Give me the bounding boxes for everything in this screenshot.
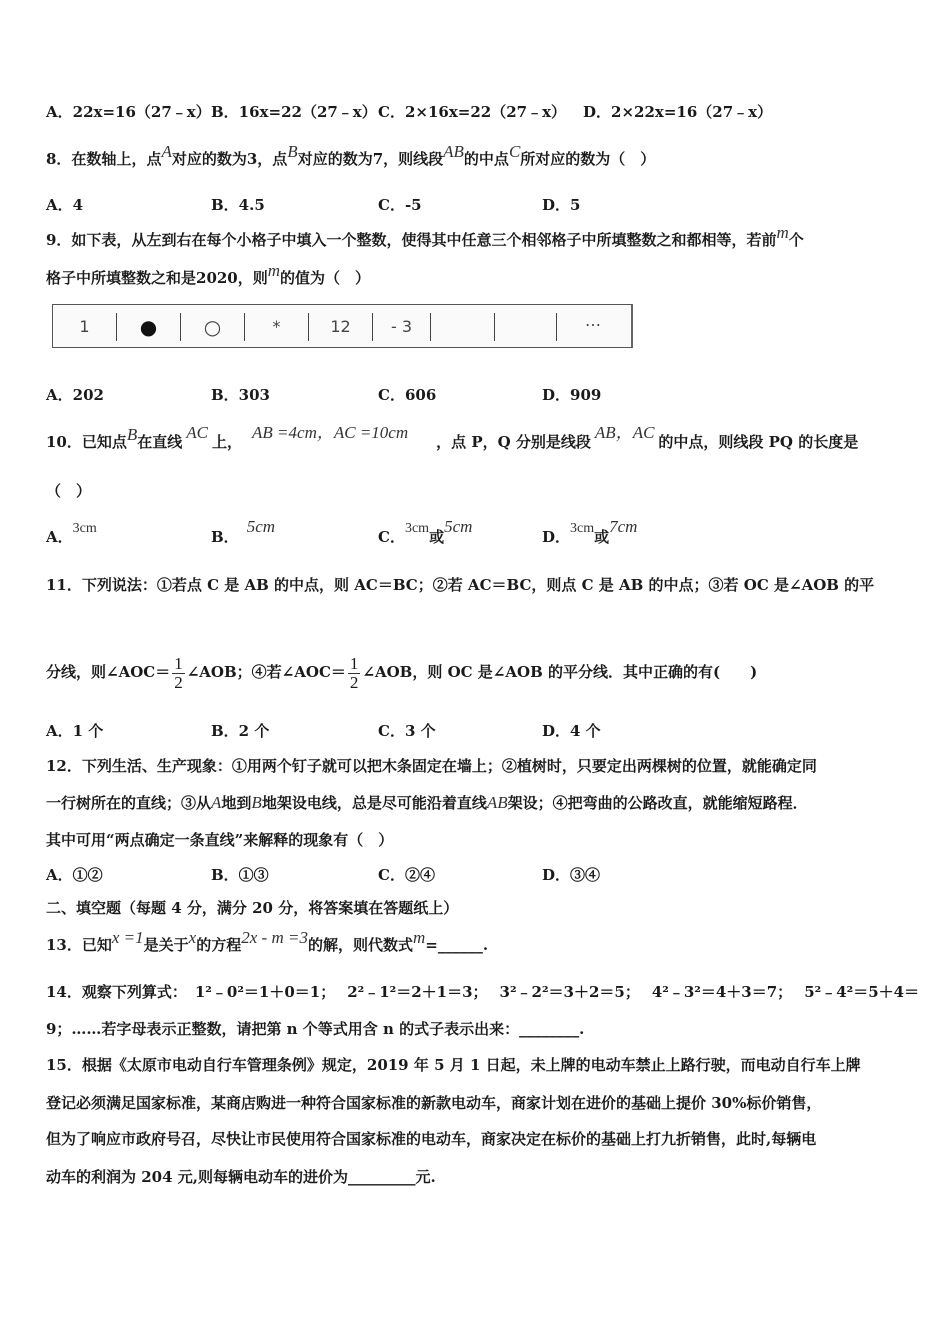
q12-option-a: A．①② bbox=[46, 866, 103, 884]
q8-option-c: C．-5 bbox=[378, 196, 422, 214]
q12-option-c: C．②④ bbox=[378, 866, 435, 884]
q7-option-c: C．2×16x=22（27﹣x） bbox=[378, 103, 567, 121]
q9-option-b: B．303 bbox=[211, 386, 270, 404]
table-cell: 1 bbox=[53, 313, 117, 341]
q10-option-a: A．3cm bbox=[46, 521, 97, 546]
q10-stem: 10．已知点B在直线 AC 上， AB =4cm，AC =10cm ，点 P，Q 分别是线段 AB，AC 的中点，则线段 PQ 的长度是 bbox=[46, 423, 859, 451]
q9-option-a: A．202 bbox=[46, 386, 104, 404]
q12-option-b: B．①③ bbox=[211, 866, 269, 884]
q9-stem-line2: 格子中所填整数之和是2020，则m的值为（ ） bbox=[46, 261, 371, 287]
table-cell: … bbox=[585, 311, 601, 330]
q11-option-d: D．4 个 bbox=[542, 722, 601, 740]
q15-stem-line3: 但为了响应市政府号召，尽快让市民使用符合国家标准的电动车，商家决定在标价的基础上打九折销售，此时,每辆电 bbox=[46, 1130, 817, 1148]
q8-option-d: D．5 bbox=[542, 196, 581, 214]
table-cell: - 3 bbox=[373, 313, 431, 341]
q11-option-b: B．2 个 bbox=[211, 722, 270, 740]
section-heading: 二、填空题（每题 4 分，满分 20 分，将答案填在答题纸上） bbox=[46, 899, 459, 917]
q12-option-d: D．③④ bbox=[542, 866, 601, 884]
table-cell: 12 bbox=[309, 313, 373, 341]
q7-option-b: B．16x=22（27﹣x） bbox=[211, 103, 377, 121]
q11-option-c: C．3 个 bbox=[378, 722, 436, 740]
q14-stem-line2: 9；……若字母表示正整数，请把第 n 个等式用含 n 的式子表示出来：________. bbox=[46, 1020, 585, 1038]
table-cell: ● bbox=[117, 313, 181, 341]
q7-option-d: D．2×22x=16（27﹣x） bbox=[583, 103, 773, 121]
fraction-half: $\frac{1}{2}$ bbox=[349, 653, 359, 692]
q10-option-b: B．5cm bbox=[211, 517, 276, 546]
fraction-half: $\frac{1}{2}$ bbox=[174, 653, 183, 692]
q11-option-a: A．1 个 bbox=[46, 722, 104, 740]
q14-stem-line1: 14．观察下列算式： 1²﹣0²＝1＋0＝1； 2²﹣1²＝2＋1＝3； 3²﹣2²＝3＋2＝5； 4²﹣3²＝4＋3＝7； 5²﹣4²＝5＋4＝ bbox=[46, 983, 920, 1001]
table-cell: * bbox=[245, 313, 309, 341]
q12-stem-line3: 其中可用“两点确定一条直线”来解释的现象有（ ） bbox=[46, 831, 394, 849]
q9-number-table bbox=[52, 304, 633, 348]
q8-option-a: A．4 bbox=[46, 196, 84, 214]
q10-paren: （ ） bbox=[46, 482, 92, 500]
q8-option-b: B．4.5 bbox=[211, 196, 265, 214]
q7-option-a: A．22x=16（27﹣x） bbox=[46, 103, 211, 121]
table-cell bbox=[495, 313, 557, 341]
q13-stem: 13．已知x =1是关于x的方程2x - m =3的解，则代数式m=______. bbox=[46, 928, 489, 954]
q15-stem-line4: 动车的利润为 204 元,则每辆电动车的进价为_________元. bbox=[46, 1168, 436, 1186]
q15-stem-line2: 登记必须满足国家标准，某商店购进一种符合国家标准的新款电动车，商家计划在进价的基础上提价 30%标价销售， bbox=[46, 1094, 822, 1112]
q8-stem: 8．在数轴上，点A对应的数为3，点B对应的数为7，则线段AB的中点C所对应的数为（ ） bbox=[46, 142, 656, 168]
q12-stem-line1: 12．下列生活、生产现象：①用两个钉子就可以把木条固定在墙上；②植树时，只要定出两棵树的位置，就能确定同 bbox=[46, 757, 817, 775]
q9-option-c: C．606 bbox=[378, 386, 437, 404]
q12-stem-line2: 一行树所在的直线；③从A地到B地架设电线，总是尽可能沿着直线AB架设；④把弯曲的公路改直，就能缩短路程． bbox=[46, 793, 808, 812]
q15-stem-line1: 15．根据《太原市电动自行车管理条例》规定，2019 年 5 月 1 日起，未上牌的电动车禁止上路行驶，而电动自行车上牌 bbox=[46, 1056, 861, 1074]
q11-stem-line2: 分线，则∠AOC＝ $\frac{1}{2}$ ∠AOB；④若∠AOC＝ $\frac{1}{2}$ ∠AOB，则 OC 是∠AOB 的平分线．其中正确的有( ) bbox=[46, 653, 758, 692]
q10-option-d: D．3cm或7cm bbox=[542, 517, 638, 546]
table-cell bbox=[431, 313, 495, 341]
q10-option-c: C．3cm或5cm bbox=[378, 517, 473, 546]
q11-stem-line1: 11．下列说法：①若点 C 是 AB 的中点，则 AC＝BC；②若 AC＝BC，则点 C 是 AB 的中点；③若 OC 是∠AOB 的平 bbox=[46, 576, 875, 594]
table-cell: ○ bbox=[181, 313, 245, 341]
q9-option-d: D．909 bbox=[542, 386, 602, 404]
q9-stem-line1: 9．如下表，从左到右在每个小格子中填入一个整数，使得其中任意三个相邻格子中所填整数之和都相等，若前m个 bbox=[46, 223, 804, 249]
